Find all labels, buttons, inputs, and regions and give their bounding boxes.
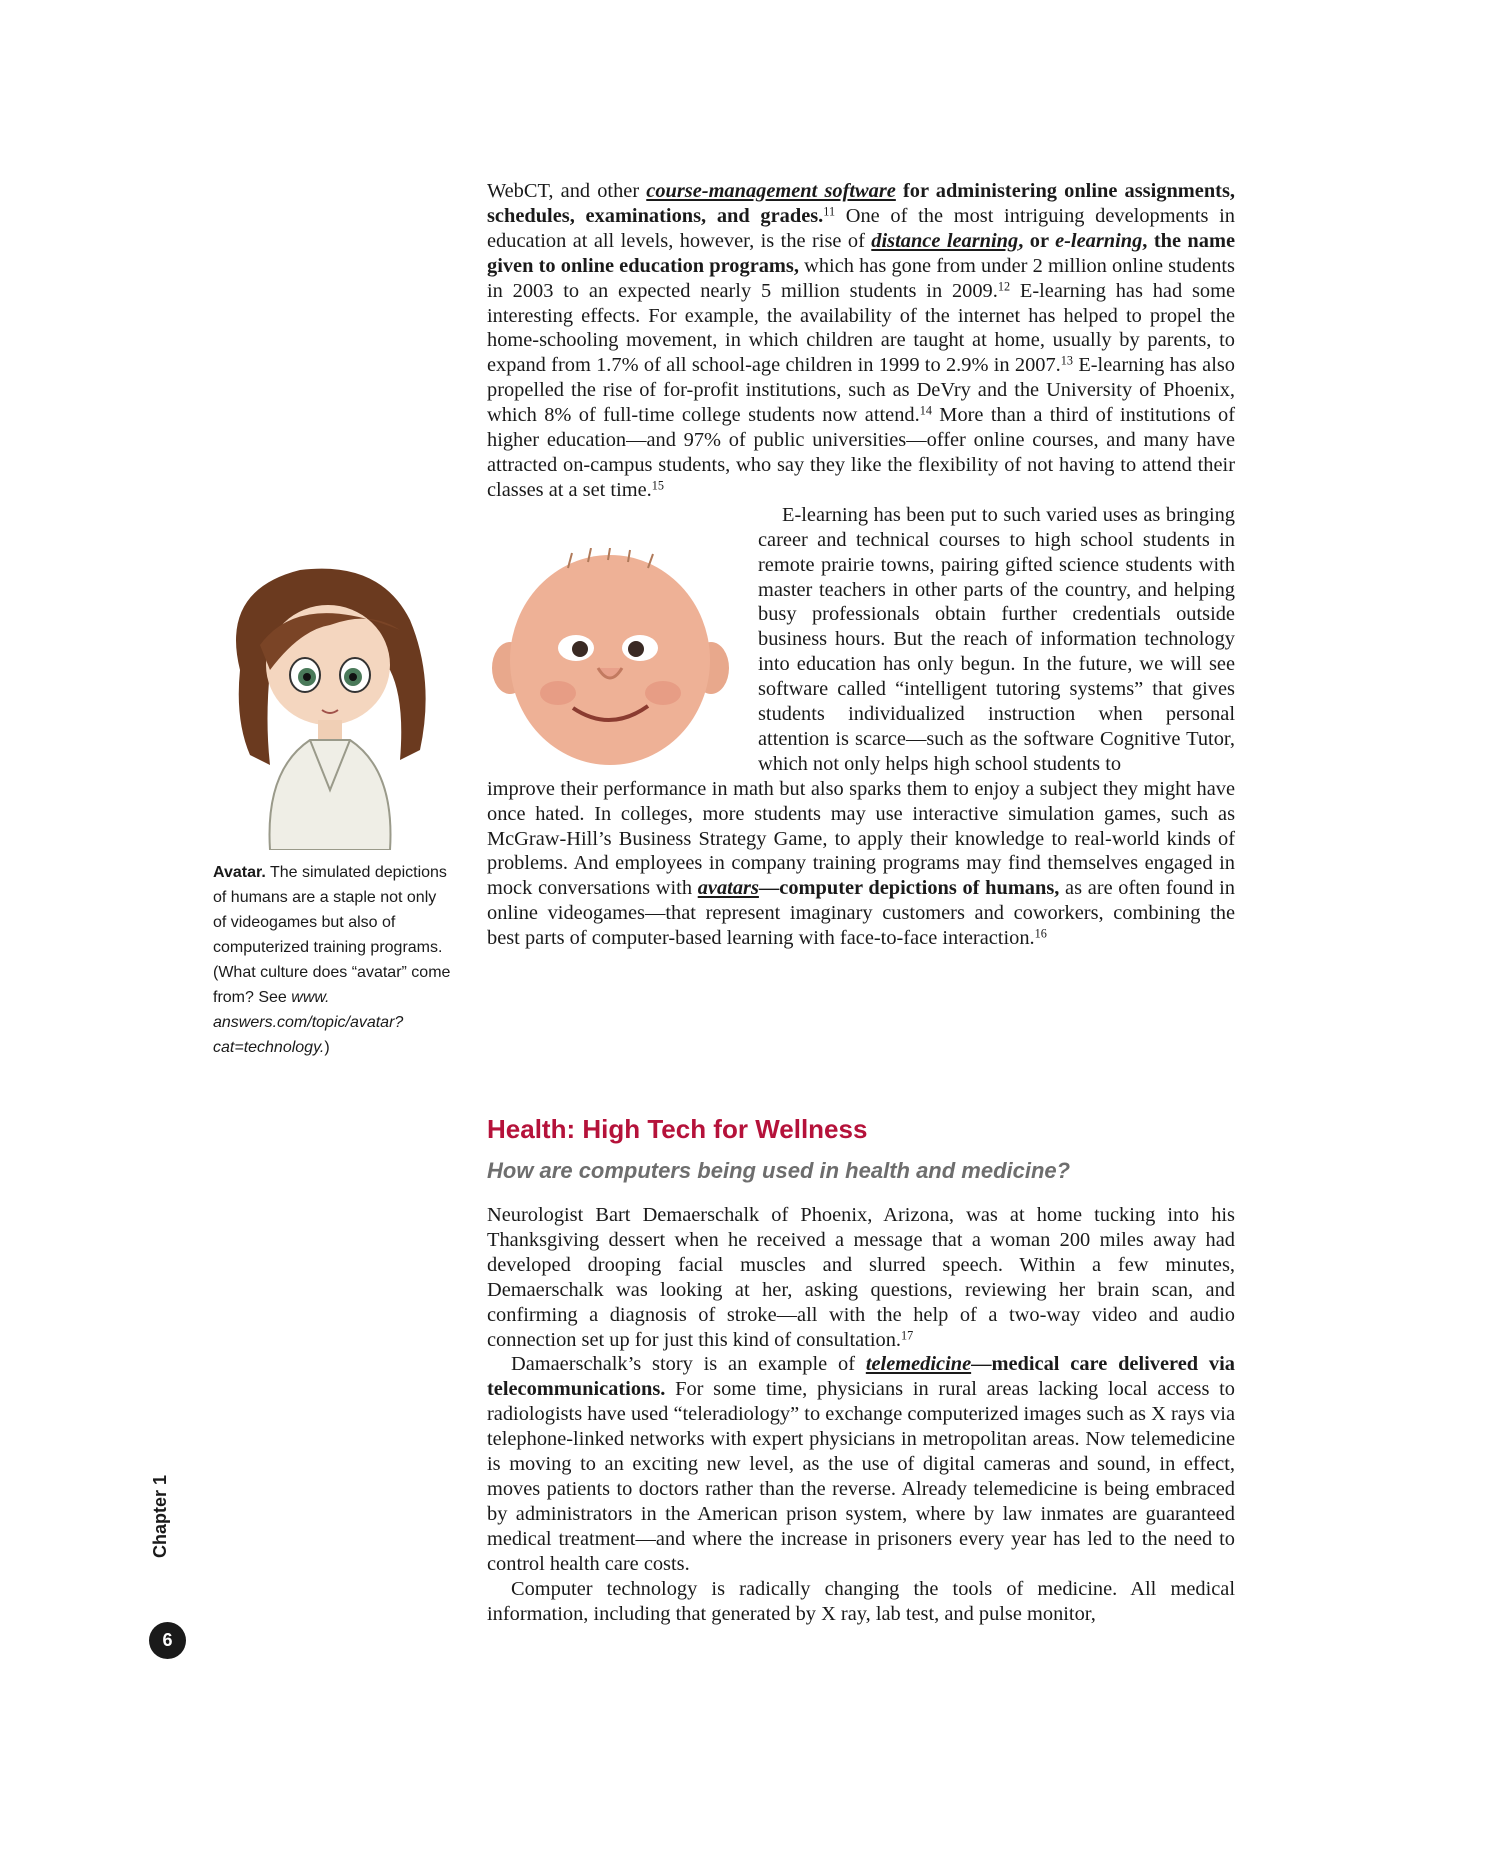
caption-label: Avatar. bbox=[213, 864, 266, 881]
page-number: 6 bbox=[149, 1622, 186, 1659]
footnote-ref: 12 bbox=[997, 278, 1011, 293]
key-term: e-learning bbox=[1055, 229, 1143, 252]
footnote-ref: 13 bbox=[1060, 353, 1074, 368]
footnote-ref: 14 bbox=[919, 403, 932, 418]
figure-caption: Avatar. The simulated depictions of humans are a staple not only of videogames but also of computerized training programs. (What culture does “avatar” come from? See www. answers.com/topic/avatar?cat=technology.) bbox=[213, 864, 451, 1056]
footnote-ref: 16 bbox=[1034, 926, 1047, 941]
definition: , the name given to online education programs, bbox=[487, 229, 1236, 277]
chapter-label: Chapter 1 bbox=[150, 1474, 170, 1558]
section-question: How are computers being used in health and medicine? bbox=[487, 1158, 1071, 1183]
paragraph: E-learning has been put to such varied uses as bringing career and technical courses to high school students in remote prairie towns, pairing gifted science students with master teachers in other parts of the country, and helping busy professionals obtain further credentials outside business hours. But the reach of information technology into education has only begun. In the future, we will see software called “intelligent tutoring systems” that gives students individualized instruction when personal attention is scarce—such as the software Cognitive Tutor, which not only helps high school students to bbox=[758, 503, 1235, 775]
paragraph: WebCT, and other course-management software for administering online assignments, schedules, examinations, and grades.$^{11}$ One of the most intriguing developments in education at all levels, however, is the rise of distance learning, or e-learning, the name given to online education programs, which has gone from under 2 million online students in 2003 to an expected nearly 5 million students in 2009.12 E-learning has had some interesting effects. For example, the availability of the internet has helped to propel the home-schooling movement, in which children are taught at home, usually by parents, to expand from 1.7% of all school-age children in 1999 to 2.9% in 2007.13 E-learning has also propelled the rise of for-profit institutions, such as DeVry and the University of Phoenix, which 8% of full-time college students now attend.$^{14}$ More than a third of institutions of higher education—and 97% of public universities—offer online courses, and many have attracted on-campus students, who say they like the flexibility of not having to attend their classes at a set time.$^{15}$ bbox=[487, 180, 1236, 501]
definition: for administering online assignments, schedules, examinations, and grades. bbox=[487, 180, 1235, 227]
avatar-illustration bbox=[210, 550, 450, 850]
caption-link[interactable]: www. answers.com/topic/avatar?cat=technology. bbox=[213, 989, 404, 1056]
paragraph: Neurologist Bart Demaerschalk of Phoenix, Arizona, was at home tucking into his Thanksgiving dessert when he received a message that a woman 200 miles away had developed drooping facial muscles and slurred speech. Within a few minutes, Demaerschalk was looking at her, asking questions, reviewing her brain scan, and confirming a diagnosis of stroke—all with the help of a two-way video and audio connection set up for just this kind of consultation.$^{17}$ bbox=[487, 1204, 1235, 1351]
paragraph: Computer technology is radically changing the tools of medicine. All medical information, including that generated by X ray, lab test, and pulse monitor, bbox=[487, 1577, 1235, 1625]
section-heading: Health: High Tech for Wellness bbox=[487, 1114, 868, 1144]
paragraph: Damaerschalk’s story is an example of telemedicine—medical care delivered via telecommunications. For some time, physicians in rural areas lacking local access to radiologists have used “teleradiology” to exchange computerized images such as X rays via telephone-linked networks with expert physicians in metropolitan areas. Now telemedicine is moving to an exciting new level, as the use of digital cameras and sound, in effect, moves patients to doctors rather than the reverse. Already telemedicine is being embraced by administrators in the American prison system, where by law inmates are guaranteed medical treatment—and where the increase in prisoners every year has led to the need to control health care costs. bbox=[487, 1353, 1235, 1575]
definition: —computer depictions of humans, bbox=[758, 877, 1060, 900]
key-term: telemedicine bbox=[865, 1353, 972, 1376]
footnote-ref: 11 bbox=[823, 204, 836, 219]
paragraph: improve their performance in math but also sparks them to enjoy a subject they might have once hated. In colleges, more students may use interactive simulation games, such as McGraw-Hill’s Business Strategy Game, to apply their knowledge to real-world kinds of problems. And employees in company training programs may find themselves engaged in mock conversations with avatars—computer depictions of humans, as are often found in online videogames—that represent imaginary customers and coworkers, combining the best parts of computer-based learning with face-to-face interaction.$^{16}$ bbox=[487, 777, 1235, 950]
footnote-ref: 17 bbox=[901, 1327, 914, 1342]
key-term: avatars bbox=[697, 877, 759, 900]
key-term: course-management software bbox=[646, 180, 896, 202]
footnote-ref: 15 bbox=[651, 478, 665, 493]
body-text bbox=[487, 179, 1235, 951]
health-text bbox=[487, 1203, 1235, 1626]
key-term: distance learning bbox=[871, 229, 1019, 252]
definition: —medical care delivered via telecommunications. bbox=[487, 1353, 1235, 1401]
